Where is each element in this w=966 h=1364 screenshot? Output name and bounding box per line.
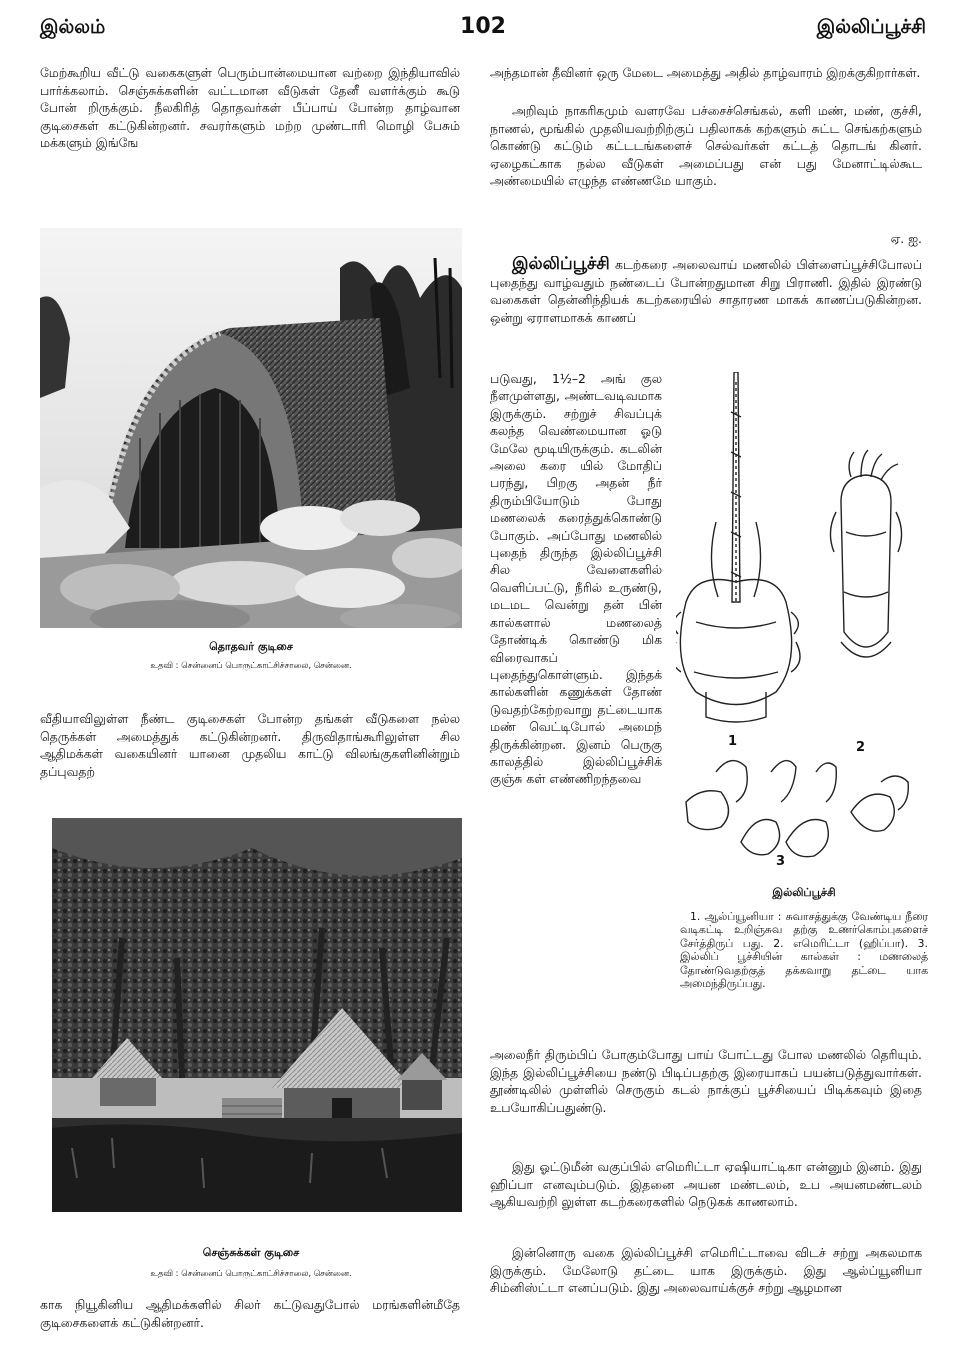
left-paragraph-3: காக நியூகினிய ஆதிமக்களில் சிலர் கட்டுவதுபோல் மரங்களின்மீதே குடிசைகளைக் கட்டுகின்றனர். <box>40 1297 460 1330</box>
figure-legend: 1. ஆல்ப்யூனியா : சுவாசத்துக்கு வேண்டிய நீரை வடிகட்டி உறிஞ்சுவ தற்கு உணர்கொம்புகளைச் சேர்த்திருப் பது. 2. எமெரிட்டா (ஹிப்பா). 3. இல்லிப் பூச்சியின் கால்கள் : மணலைத் தோண்டுவதற்குத் தக்கவாறு தட்டை யாக அமைந்திருப்பது. <box>680 910 928 991</box>
left-paragraph-1: மேற்கூறிய வீட்டு வகைகளுள் பெரும்பான்மையான வற்றை இந்தியாவில் பார்க்கலாம். செஞ்சுக்களின் வட்டமான வீடுகள் தேனீ வளர்க்கும் கூடு போன் றிருக்கும். நீலகிரித் தொதவர்கள் பீப்பாய் போன்ற தாழ்வான குடிசைகள் கட்டுகின்றனர். சவரர்களும் மற்ற முண்டாரி மொழி பேசும் மக்களும் இங்ஙே <box>40 65 460 151</box>
right-paragraph-1: அந்தமான் தீவினர் ஒரு மேடை அமைத்து அதில் தாழ்வாரம் இறக்குகிறார்கள். <box>490 65 921 80</box>
photo2-caption: செஞ்சுக்கள் குடிசை <box>202 1246 300 1259</box>
photo2-credit: உதவி : சென்னைப் பொருட்காட்சிச்சாலை, சென்னை. <box>150 1268 352 1278</box>
chenchu-hut-photo <box>52 818 462 1212</box>
entry-intro-paragraph <box>490 256 922 364</box>
author-initials: ஏ. ஐ. <box>890 231 922 246</box>
author-line <box>490 230 922 250</box>
figure-label-3: 3 <box>776 854 786 869</box>
figure-caption: இல்லிப்பூச்சி <box>772 886 836 899</box>
sand-crab-figure <box>676 372 930 882</box>
legs-drawing <box>686 761 908 857</box>
figure-label-2: 2 <box>856 740 866 755</box>
left-paragraph-2: வீதியாவிலுள்ள நீண்ட குடிசைகள் போன்ற தங்கள் வீடுகளை நல்ல தெருக்கள் அமைத்துக் கட்டுகின்றனர். திருவிதாங்கூரிலுள்ள சில ஆதிமக்கள் வகையினர் யானை முதலிய காட்டு விலங்குகளினின்றும் தப்புவதற் <box>40 711 460 779</box>
running-head-right: இல்லிப்பூச்சி <box>816 16 926 38</box>
entry-intro: கடற்கரை அலைவாய் மணலில் பிள்ளைப்பூச்சிபோலப் புதைந்து வாழ்வதும் நண்டைப் போன்றதுமான சிறு பிராணி. இதில் இரண்டு வகைகள் தென்னிந்தியக் கடற்கரையில் சாதாரண மாகக் காணப்படுகின்றன. ஒன்று ஏராளமாகக் காணப் <box>490 257 922 325</box>
running-head-left: இல்லம் <box>40 16 106 38</box>
emerita-drawing <box>830 450 901 657</box>
page-number: 102 <box>460 14 506 39</box>
right-paragraph-other-type: இன்னொரு வகை இல்லிப்பூச்சி எமெரிட்டாவை விடச் சற்று அகலமாக இருக்கும். மேலோடு தட்டை யாக இருக்கும். இது ஆல்ப்யூனியா சிம்னிஸ்ட்டா எனப்படும். இது அலைவாய்க்குச் சற்று ஆழமான <box>490 1245 922 1296</box>
albunea-drawing <box>676 372 800 722</box>
right-paragraph-2: அறிவும் நாகரிகமும் வளரவே பச்சைச்செங்கல், களி மண், மண், குச்சி, நாணல், மூங்கில் முதலியவற்றிற்குப் பதிலாகக் கற்களும் சுட்ட செங்கற்களும் கொண்டு கட்டும் கட்டடங்களைச் செல்வர்கள் கட்டத் தொடங் கினர். ஏழைகட்காக நல்ல வீடுகள் அமைப்பது என் பது மேனாட்டில்கூட அண்மையில் எழுந்த எண்ணமே யாகும். <box>490 103 922 189</box>
narrow-column-text: படுவது, 1½–2 அங் குல நீளமுள்ளது, அண்டவடிவமாக இருக்கும். சற்றுச் சிவப்புக் கலந்த வெண்மையான ஓடு மேலே மூடியிருக்கும். கடலின் அலை கரை யில் மோதிப் பரந்து, பிறகு அதன் நீர் திரும்பியோடும் போது மணலைக் கரைத்துக்கொண்டு போகும். அப்போது மணலில் புதைந் திருந்த இல்லிப்பூச்சி சில வேளைகளில் வெளிப்பட்டு, நீரில் உருண்டு, மடமட வென்று தன் பின் கால்களால் மணலைத் தோண்டிக் கொண்டு மிக விரைவாகப் புதைந்துகொள்ளும். இந்தக் கால்களின் கணுக்கள் தோண் டுவதற்கேற்றவாறு தட்டையாக மண் வெட்டிபோல் அமைந் திருக்கின்றன. இனம் பெருகு காலத்தில் இல்லிப்பூச்சிக் குஞ்சு கள் எண்ணிறந்தவை <box>490 371 662 787</box>
figure-label-1: 1 <box>728 734 738 749</box>
right-paragraph-after-figure: அலைநீர் திரும்பிப் போகும்போது பாய் போட்டது போல மணலில் தெரியும். இந்த இல்லிப்பூச்சியை நண்டு பிடிப்பதற்கு இரையாகப் பயன்படுத்துவார்கள். தூண்டிலில் முள்ளில் செருகும் கடல் நாக்குப் பூச்சியைப் பிடிக்கவும் இதை உபயோகிப்பதுண்டு. <box>490 1047 922 1115</box>
photo1-caption: தொதவர் குடிசை <box>209 640 293 653</box>
entry-title: இல்லிப்பூச்சி <box>512 256 610 274</box>
photo1-credit: உதவி : சென்னைப் பொருட்காட்சிச்சாலை, சென்னை. <box>150 660 352 670</box>
right-paragraph-family: இது ஓட்டுமீன் வகுப்பில் எமெரிட்டா ஏஷியாட்டிகா என்னும் இனம். இது ஹிப்பா எனவும்படும். இதனை அயன மண்டலம், உப அயனமண்டலம் ஆகியவற்றி லுள்ள கடற்கரைகளில் நெடுகக் காணலாம். <box>490 1159 922 1210</box>
todas-hut-photo <box>40 228 462 628</box>
